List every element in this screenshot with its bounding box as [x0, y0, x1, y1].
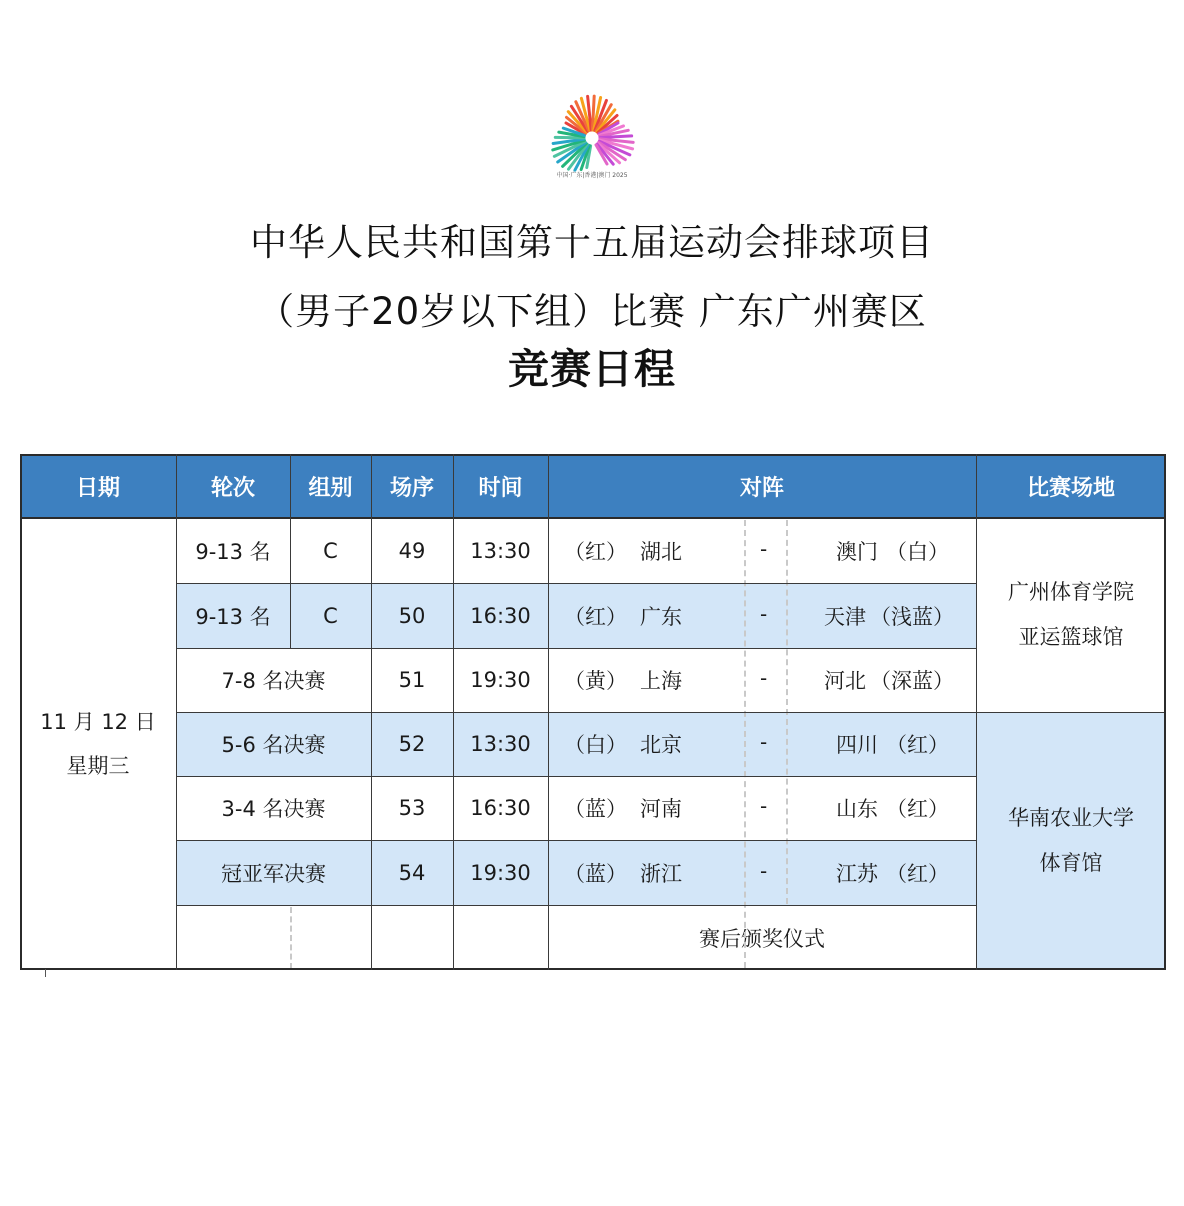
row-divider	[176, 905, 976, 906]
team1-name: 广东	[640, 605, 682, 629]
seq-cell: 51	[398, 668, 426, 692]
header-time: 时间	[453, 454, 548, 518]
seq-cell: 52	[398, 732, 426, 756]
header-matchup: 对阵	[548, 454, 976, 518]
round-cell: 7-8 名决赛	[221, 669, 326, 693]
team2-name: 天津	[824, 605, 866, 629]
team2-name: 澳门	[836, 540, 878, 564]
page-mark	[45, 969, 46, 977]
row-divider	[176, 648, 976, 649]
page-title-line2: （男子20岁以下组）比赛 广东广州赛区	[257, 290, 927, 333]
time-cell: 13:30	[470, 732, 531, 756]
header-seq: 场序	[371, 454, 453, 518]
team1-name: 湖北	[640, 540, 682, 564]
table-border-bottom	[20, 968, 1166, 970]
venue-1-line1: 广州体育学院	[1008, 580, 1134, 604]
team1-name: 浙江	[640, 862, 682, 886]
row-divider	[176, 840, 976, 841]
round-cell: 5-6 名决赛	[221, 733, 326, 757]
time-cell: 13:30	[470, 538, 531, 563]
page-title-line1: 中华人民共和国第十五届运动会排球项目	[250, 221, 934, 264]
col-divider	[176, 454, 177, 970]
team1-color: （白）	[564, 733, 627, 757]
seq-cell: 50	[398, 603, 426, 628]
vs-separator: -	[760, 666, 768, 690]
team1-color: （红）	[564, 540, 627, 564]
team2-name: 河北	[824, 669, 866, 693]
ceremony-cell: 赛后颁奖仪式	[699, 926, 825, 951]
round-cell: 3-4 名决赛	[221, 797, 326, 821]
header-venue: 比赛场地	[976, 454, 1166, 518]
row-divider	[176, 712, 1166, 713]
header-group: 组别	[290, 454, 371, 518]
team2-name: 四川	[836, 733, 878, 757]
team1-name: 北京	[640, 733, 682, 757]
venue-2-line1: 华南农业大学	[1008, 806, 1134, 830]
group-cell: C	[323, 603, 338, 628]
table-border-top	[20, 454, 1166, 456]
team2-color: （深蓝）	[870, 669, 954, 693]
team2-name: 山东	[836, 797, 878, 821]
venue-1-line2: 亚运篮球馆	[1018, 625, 1124, 649]
venue-cell-1	[976, 518, 1166, 712]
vs-separator: -	[760, 859, 768, 883]
col-divider	[453, 454, 454, 970]
round-cell: 9-13 名	[195, 604, 271, 629]
vs-separator: -	[760, 537, 768, 561]
row-divider	[176, 583, 976, 584]
team1-name: 上海	[640, 669, 682, 693]
page-title-line3: 竞赛日程	[508, 345, 676, 393]
team1-color: （蓝）	[564, 797, 627, 821]
vs-separator: -	[760, 602, 768, 626]
col-divider	[548, 454, 549, 970]
date-text: 11 月 12 日	[40, 710, 156, 734]
team2-color: （白）	[886, 540, 949, 564]
seq-cell: 54	[398, 860, 426, 885]
seq-cell: 53	[398, 796, 426, 820]
col-divider	[290, 454, 291, 648]
team1-color: （黄）	[564, 669, 627, 693]
time-cell: 16:30	[470, 796, 531, 820]
team1-color: （蓝）	[564, 862, 627, 886]
time-cell: 16:30	[470, 603, 531, 628]
vs-separator: -	[760, 730, 768, 754]
round-cell: 9-13 名	[195, 539, 271, 564]
venue-2-line2: 体育馆	[1039, 851, 1103, 875]
team1-name: 河南	[640, 797, 682, 821]
col-divider	[371, 454, 372, 970]
row-divider	[176, 776, 976, 777]
time-cell: 19:30	[470, 668, 531, 692]
header-divider	[20, 517, 1166, 519]
team2-color: （红）	[886, 862, 949, 886]
time-cell: 19:30	[470, 860, 531, 885]
team2-color: （红）	[886, 733, 949, 757]
ceremony-divider	[290, 907, 292, 969]
table-border-left	[20, 454, 22, 970]
header-date: 日期	[20, 454, 176, 518]
logo-caption: 中国·广东|香港|澳门 2025	[556, 172, 628, 179]
weekday-text: 星期三	[66, 754, 130, 778]
schedule-table	[20, 454, 1166, 970]
venue-cell-2	[976, 712, 1166, 970]
team2-color: （红）	[886, 797, 949, 821]
seq-cell: 49	[398, 538, 426, 563]
col-divider	[976, 454, 977, 970]
vs-separator: -	[760, 794, 768, 818]
team2-color: （浅蓝）	[870, 605, 954, 629]
group-cell: C	[323, 538, 338, 563]
header-round: 轮次	[176, 454, 290, 518]
matchup-divider-left	[744, 520, 746, 968]
table-border-right	[1164, 454, 1166, 970]
team2-name: 江苏	[836, 862, 878, 886]
date-cell	[20, 518, 176, 970]
team1-color: （红）	[564, 605, 627, 629]
round-cell: 冠亚军决赛	[221, 861, 326, 886]
